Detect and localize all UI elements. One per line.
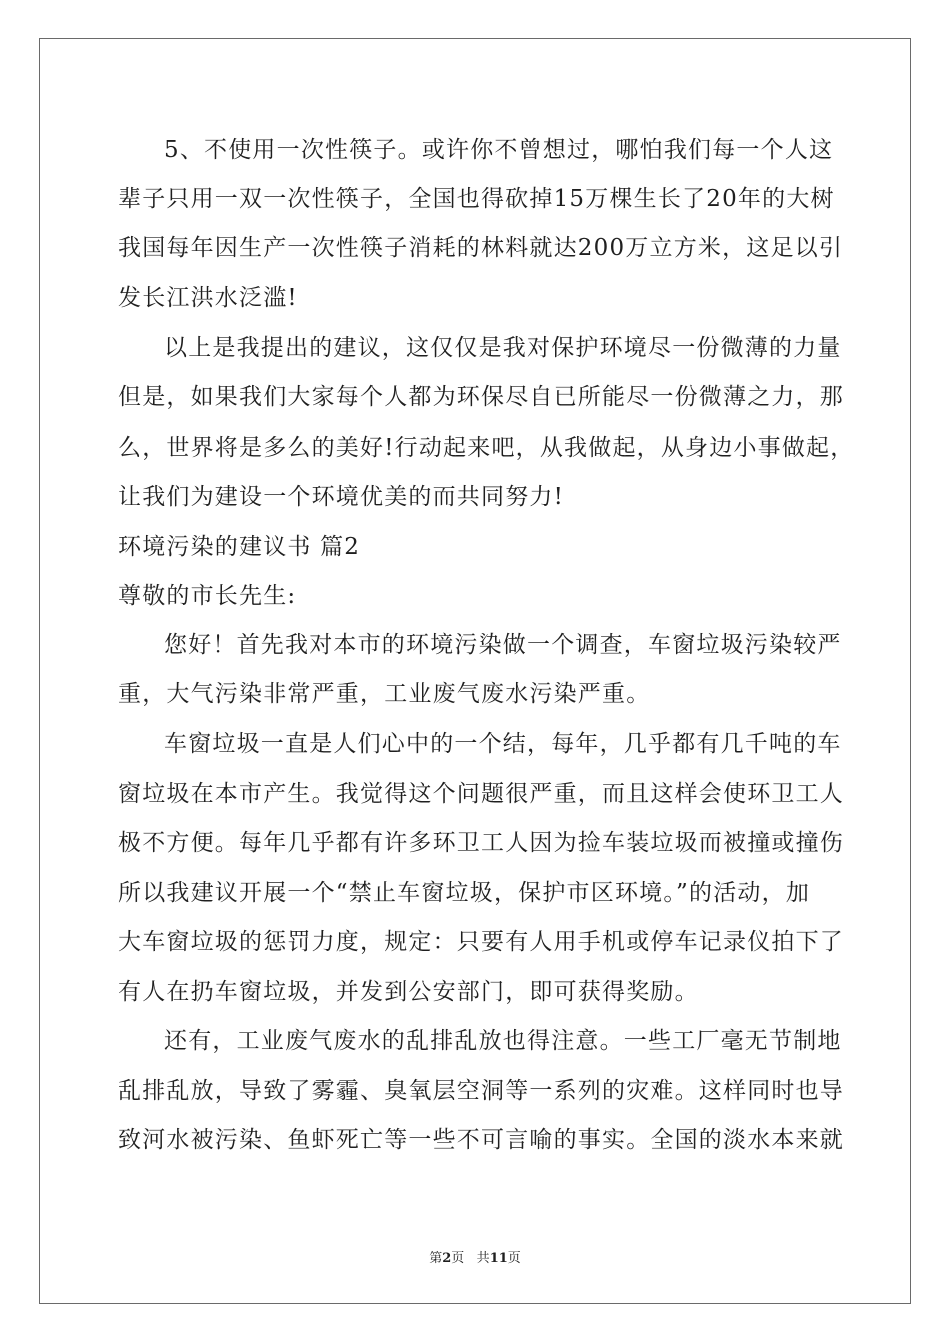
paragraph-3-line-1: 您好！首先我对本市的环境污染做一个调查，车窗垃圾污染较严 [164, 632, 842, 658]
total-pages: 11 [489, 1251, 508, 1266]
page-prefix: 第 [429, 1251, 443, 1266]
paragraph-2-line-4: 让我们为建设一个环境优美的而共同努力! [118, 484, 565, 510]
paragraph-5-line-3: 致河水被污染、鱼虾死亡等一些不可言喻的事实。全国的淡水本来就 [118, 1127, 844, 1153]
page-footer [0, 1247, 950, 1266]
page-border [39, 38, 911, 1304]
paragraph-4-line-3: 极不方便。每年几乎都有许多环卫工人因为捡车装垃圾而被撞或撞伤 [118, 830, 844, 856]
paragraph-1-line-2: 辈子只用一双一次性筷子，全国也得砍掉15万棵生长了20年的大树 [118, 186, 835, 212]
paragraph-5-line-1: 还有，工业废气废水的乱排乱放也得注意。一些工厂毫无节制地 [164, 1028, 842, 1054]
page-number: 2 [442, 1251, 452, 1266]
paragraph-2-line-3: 么，世界将是多么的美好!行动起来吧，从我做起，从身边小事做起， [118, 435, 855, 461]
total-prefix: 共 [476, 1251, 490, 1266]
paragraph-1-line-3: 我国每年因生产一次性筷子消耗的林料就达200万立方米，这足以引 [118, 235, 844, 261]
paragraph-4-line-1: 车窗垃圾一直是人们心中的一个结，每年，几乎都有几千吨的车 [164, 731, 842, 757]
total-suffix: 页 [507, 1251, 521, 1266]
paragraph-5-line-2: 乱排乱放，导致了雾霾、臭氧层空洞等一系列的灾难。这样同时也导 [118, 1078, 844, 1104]
paragraph-4-line-6: 有人在扔车窗垃圾，并发到公安部门，即可获得奖励。 [118, 979, 699, 1005]
paragraph-4-line-5: 大车窗垃圾的惩罚力度，规定：只要有人用手机或停车记录仪拍下了 [118, 929, 844, 955]
paragraph-1-line-4: 发长江洪水泛滥! [118, 285, 298, 311]
paragraph-1-line-1: 5、不使用一次性筷子。或许你不曾想过，哪怕我们每一个人这 [164, 137, 834, 163]
paragraph-3-line-2: 重，大气污染非常严重，工业废气废水污染严重。 [118, 681, 651, 707]
paragraph-4-line-2: 窗垃圾在本市产生。我觉得这个问题很严重，而且这样会使环卫工人 [118, 781, 844, 807]
paragraph-4-line-4: 所以我建议开展一个“禁止车窗垃圾，保护市区环境。”的活动，加 [118, 880, 811, 906]
section-heading: 环境污染的建议书 篇2 [118, 534, 361, 560]
salutation: 尊敬的市长先生: [118, 583, 297, 609]
paragraph-2-line-2: 但是，如果我们大家每个人都为环保尽自已所能尽一份微薄之力，那 [118, 384, 844, 410]
paragraph-2-line-1: 以上是我提出的建议，这仅仅是我对保护环境尽一份微薄的力量 [164, 335, 842, 361]
page-suffix: 页 [451, 1251, 465, 1266]
